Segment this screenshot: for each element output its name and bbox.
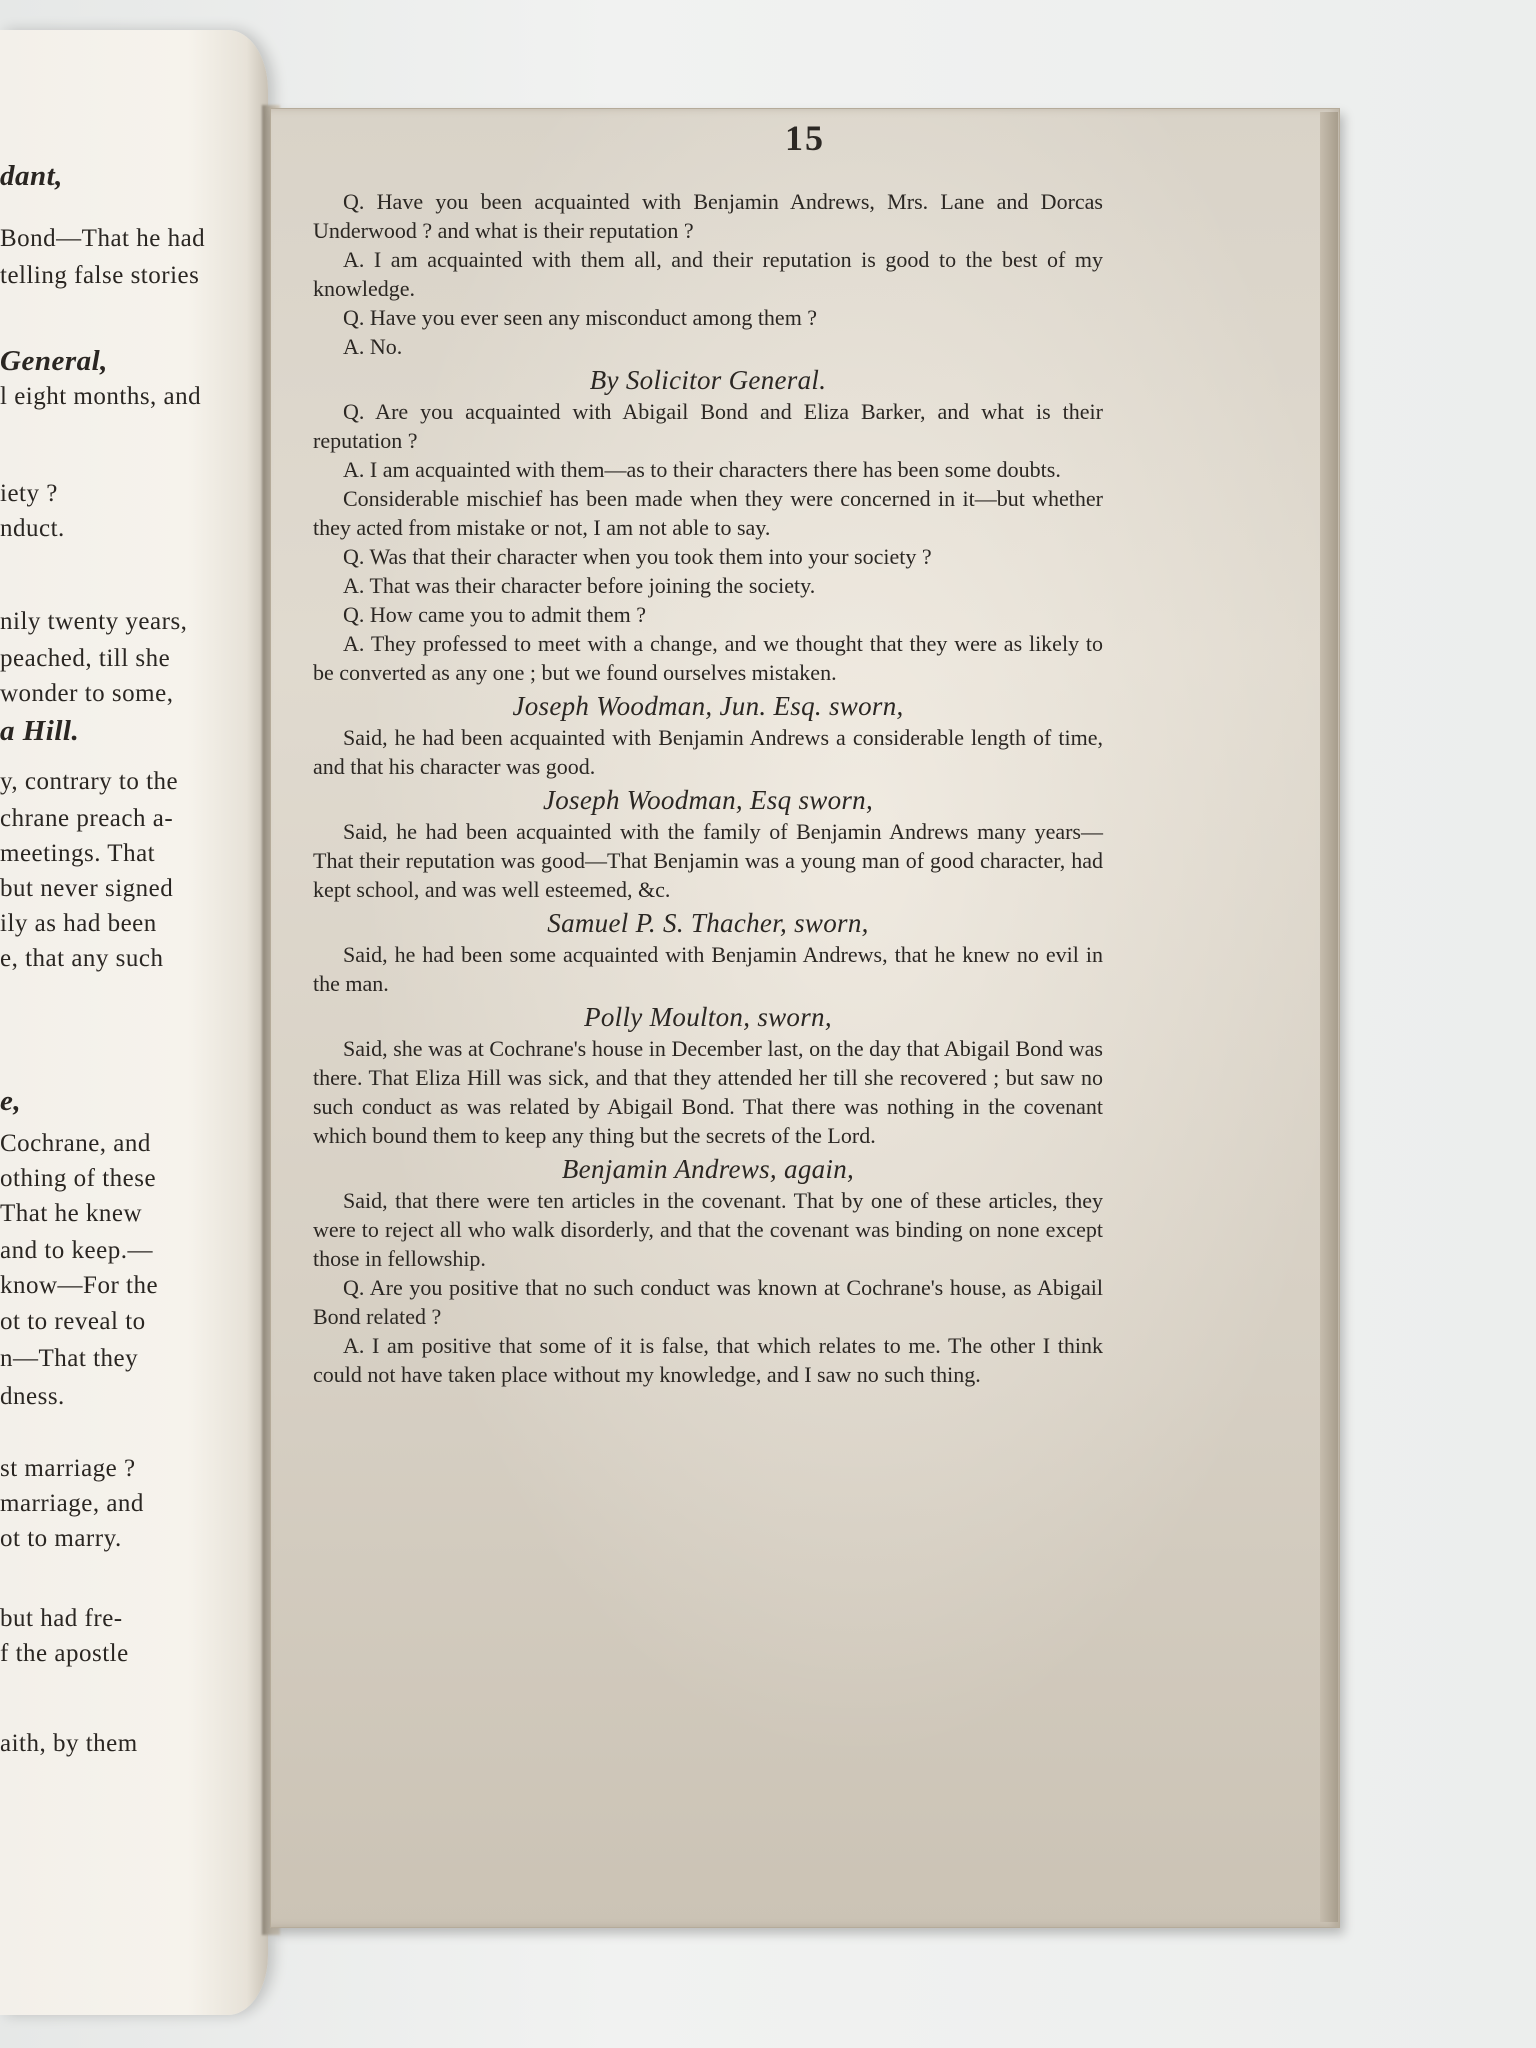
- right-page: [270, 108, 1340, 1928]
- left-page-fragment: telling false stories: [0, 262, 200, 289]
- page-edge: [1320, 112, 1338, 1922]
- testimony-paragraph: Q. Was that their character when you took them into your society ?: [343, 544, 932, 569]
- left-page-fragment: peached, till she: [0, 645, 171, 672]
- left-page-fragment: e,: [0, 1085, 22, 1117]
- left-page-fragment: e, that any such: [0, 945, 164, 972]
- left-page-fragment: That he knew: [0, 1200, 143, 1227]
- left-page-fragment: iety ?: [0, 480, 58, 507]
- left-page-fragment: and to keep.—: [0, 1237, 153, 1264]
- left-page-fragment: f the apostle: [0, 1640, 129, 1667]
- left-page-fragment: dant,: [0, 160, 63, 192]
- testimony-paragraph: Said, he had been acquainted with the family of Benjamin Andrews many years—That their reputation was good—That Benjamin was a young man of good character, had kept school, and was well esteemed, &c.: [313, 819, 1103, 902]
- testimony-paragraph: Q. Have you ever seen any misconduct among them ?: [343, 305, 818, 330]
- left-page-fragment: meetings. That: [0, 840, 156, 867]
- left-page-fragment: know—For the: [0, 1272, 159, 1299]
- testimony-paragraph: Q. Are you acquainted with Abigail Bond and Eliza Barker, and what is their reputation ?: [313, 399, 1103, 453]
- left-page-fragment: wonder to some,: [0, 680, 174, 707]
- left-page-fragment: marriage, and: [0, 1490, 144, 1517]
- left-page-fragment: nduct.: [0, 515, 65, 542]
- testimony-paragraph: A. I am positive that some of it is false, that which relates to me. The other I think could not have taken place without my knowledge, and I saw no such thing.: [313, 1333, 1103, 1387]
- testimony-text: [313, 187, 1103, 1389]
- testimony-paragraph: Q. Are you positive that no such conduct was known at Cochrane's house, as Abigail Bond related ?: [313, 1275, 1103, 1329]
- testimony-paragraph: Said, he had been acquainted with Benjamin Andrews a considerable length of time, and that his character was good.: [313, 725, 1103, 779]
- testimony-paragraph: Said, she was at Cochrane's house in December last, on the day that Abigail Bond was there. That Eliza Hill was sick, and that they attended her till she recovered ; but saw no such conduct as was related by Abigail Bond. That there was nothing in the covenant which bound them to keep any thing but the secrets of the Lord.: [313, 1036, 1103, 1148]
- testimony-paragraph: A. They professed to meet with a change, and we thought that they were as likely to be converted as any one ; but we found ourselves mistaken.: [313, 631, 1103, 685]
- left-page-fragment: Bond—That he had: [0, 225, 206, 252]
- left-page-fragment: Cochrane, and: [0, 1130, 151, 1157]
- testimony-paragraph: Said, he had been some acquainted with Benjamin Andrews, that he knew no evil in the man.: [313, 942, 1103, 996]
- left-page: [0, 30, 268, 2015]
- testimony-paragraph: Q. How came you to admit them ?: [343, 602, 647, 627]
- left-page-fragment: ot to marry.: [0, 1525, 122, 1552]
- left-page-fragment: ily as had been: [0, 910, 157, 937]
- left-page-fragment: aith, by them: [0, 1730, 138, 1757]
- testimony-paragraph: A. No.: [343, 334, 403, 359]
- testimony-paragraph: Said, that there were ten articles in the covenant. That by one of these articles, they were to reject all who walk disorderly, and that the covenant was binding on none except those in fellowship.: [313, 1188, 1103, 1271]
- witness-heading: Polly Moulton, sworn,: [584, 1002, 832, 1032]
- witness-heading: Benjamin Andrews, again,: [561, 1154, 855, 1184]
- left-page-fragment: y, contrary to the: [0, 768, 179, 795]
- testimony-paragraph: Considerable mischief has been made when they were concerned in it—but whether they acted from mistake or not, I am not able to say.: [313, 486, 1103, 540]
- page-number: 15: [785, 118, 825, 158]
- left-page-fragment: chrane preach a-: [0, 805, 174, 832]
- left-page-fragment: dness.: [0, 1383, 65, 1410]
- left-page-fragment: othing of these: [0, 1165, 157, 1192]
- left-page-fragment: General,: [0, 345, 108, 377]
- left-page-fragment: n—That they: [0, 1345, 139, 1372]
- left-page-fragment: nily twenty years,: [0, 608, 188, 635]
- testimony-paragraph: A. That was their character before joining the society.: [343, 573, 816, 598]
- witness-heading: By Solicitor General.: [589, 365, 827, 395]
- testimony-paragraph: A. I am acquainted with them—as to their characters there has been some doubts.: [343, 457, 1061, 482]
- testimony-paragraph: A. I am acquainted with them all, and their reputation is good to the best of my knowledge.: [313, 247, 1103, 301]
- left-page-fragment: but never signed: [0, 875, 174, 902]
- testimony-paragraph: Q. Have you been acquainted with Benjamin Andrews, Mrs. Lane and Dorcas Underwood ? and what is their reputation ?: [313, 189, 1103, 243]
- left-page-fragment: but had fre-: [0, 1605, 123, 1632]
- left-page-fragment: a Hill.: [0, 715, 80, 747]
- witness-heading: Joseph Woodman, Jun. Esq. sworn,: [512, 691, 904, 721]
- witness-heading: Samuel P. S. Thacher, sworn,: [547, 908, 869, 938]
- left-page-fragment: l eight months, and: [0, 383, 202, 410]
- left-page-fragment: st marriage ?: [0, 1455, 136, 1482]
- witness-heading: Joseph Woodman, Esq sworn,: [542, 785, 874, 815]
- left-page-fragment: ot to reveal to: [0, 1308, 146, 1335]
